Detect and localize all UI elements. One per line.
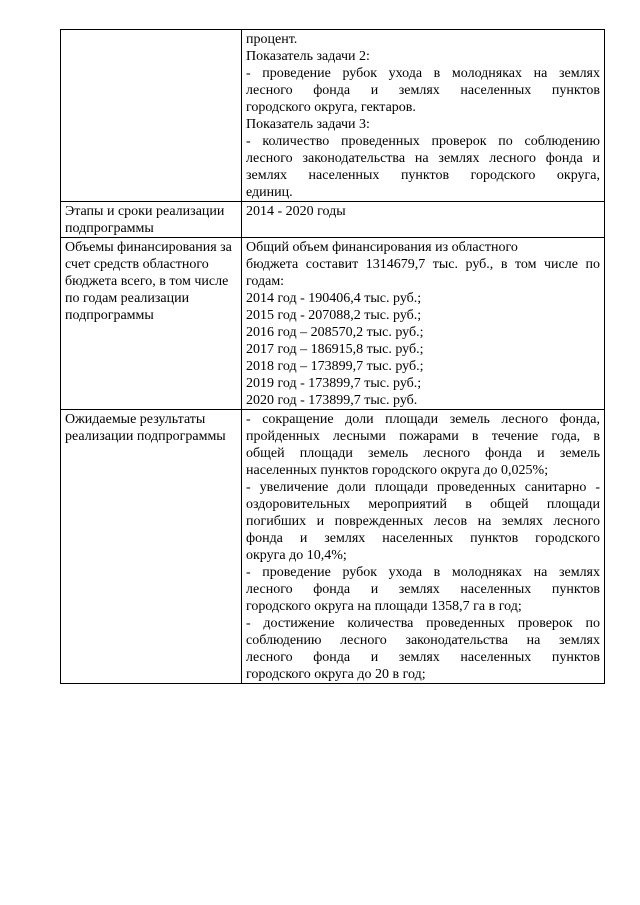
text-line: единиц. <box>246 185 293 200</box>
row-value <box>242 238 605 410</box>
text-line: - сокращение доли площади земель лесного фонда, <box>246 412 600 427</box>
text-line: лесного законодательства на землях лесного фонда и <box>246 151 600 166</box>
text-line: 2017 год – 186915,8 тыс. руб.; <box>246 342 424 357</box>
text-line: погибших и поврежденных лесов на землях лесного <box>246 514 600 529</box>
text-line: соблюдению лесного законодательства на землях <box>246 633 600 648</box>
table-row-expected-results <box>61 410 605 684</box>
text-line: городского округа до 20 в год; <box>246 667 426 682</box>
text-line: 2014 - 2020 годы <box>246 204 346 219</box>
text-line: лесного фонда и землях населенных пунктов <box>246 650 600 665</box>
text-line: 2020 год - 173899,7 тыс. руб. <box>246 393 418 408</box>
text-line: Показатель задачи 3: <box>246 117 370 132</box>
text-line: 2019 год - 173899,7 тыс. руб.; <box>246 376 422 391</box>
table-row-stages <box>61 202 605 238</box>
text-line: Показатель задачи 2: <box>246 49 370 64</box>
text-line: лесного фонда и землях населенных пунктов <box>246 582 600 597</box>
text-line: годам: <box>246 274 285 289</box>
text-line: 2018 год – 173899,7 тыс. руб.; <box>246 359 424 374</box>
row-label <box>61 30 242 202</box>
text-line: населенных пунктов городского округа до 0,025%; <box>246 463 549 478</box>
text-line: общей площади земель лесного фонда и земель <box>246 446 600 461</box>
text-line: Общий объем финансирования из областного <box>246 240 518 255</box>
row-value <box>242 30 605 202</box>
text-line: городского округа на площади 1358,7 га в год; <box>246 599 522 614</box>
row-label: Этапы и сроки реализации подпрограммы <box>61 202 242 238</box>
table-row-financing <box>61 238 605 410</box>
text-line: лесного фонда и землях населенных пунктов <box>246 83 600 98</box>
text-line: землях населенных пунктов городского округа, <box>246 168 600 183</box>
text-line: оздоровительных мероприятий в общей площади <box>246 497 600 512</box>
text-line: процент. <box>246 32 298 47</box>
row-label: Ожидаемые результаты реализации подпрограммы <box>61 410 242 684</box>
text-line: 2014 год - 190406,4 тыс. руб.; <box>246 291 422 306</box>
text-line: городского округа, гектаров. <box>246 100 416 115</box>
row-label: Объемы финансирования за счет средств областного бюджета всего, в том числе по годам реализации подпрограммы <box>61 238 242 410</box>
table-row-continuation <box>61 30 605 202</box>
text-line: - проведение рубок ухода в молодняках на землях <box>246 66 600 81</box>
text-line: 2016 год – 208570,2 тыс. руб.; <box>246 325 424 340</box>
text-line: 2015 год - 207088,2 тыс. руб.; <box>246 308 422 323</box>
text-line: - достижение количества проведенных проверок по <box>246 616 600 631</box>
row-value <box>242 202 605 238</box>
text-line: округа до 10,4%; <box>246 548 347 563</box>
text-line: фонда и землях населенных пунктов городского <box>246 531 600 546</box>
text-line: бюджета составит 1314679,7 тыс. руб., в том числе по <box>246 257 600 272</box>
row-value <box>242 410 605 684</box>
text-line: - проведение рубок ухода в молодняках на землях <box>246 565 600 580</box>
text-line: - увеличение доли площади проведенных санитарно - <box>246 480 600 495</box>
text-line: - количество проведенных проверок по соблюдению <box>246 134 600 149</box>
text-line: пройденных лесными пожарами в течение года, в <box>246 429 600 444</box>
passport-table <box>60 29 605 684</box>
